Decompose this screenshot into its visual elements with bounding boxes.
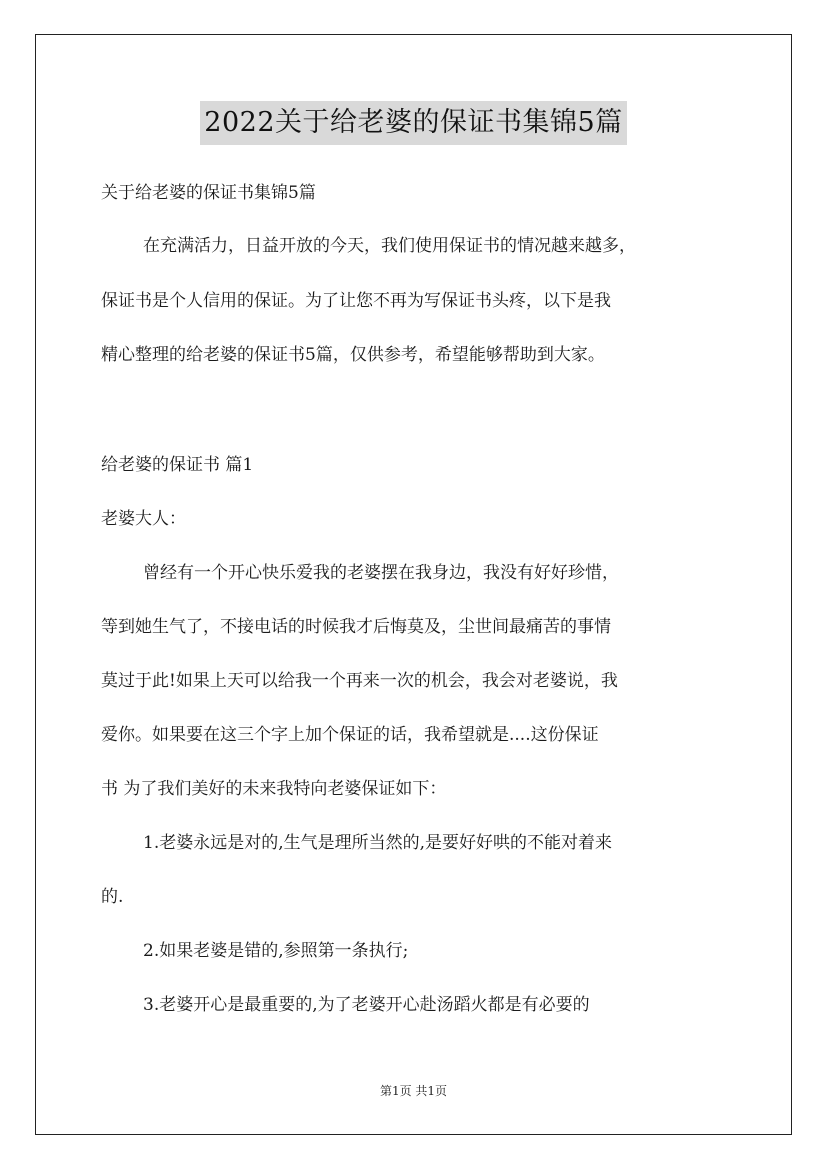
section-heading: 给老婆的保证书 篇1 bbox=[101, 455, 254, 475]
document-title: 2022关于给老婆的保证书集锦5篇 bbox=[200, 101, 626, 145]
body-line-3: 莫过于此!如果上天可以给我一个再来一次的机会，我会对老婆说，我 bbox=[101, 671, 618, 691]
salutation: 老婆大人： bbox=[101, 509, 186, 529]
intro-line-2: 保证书是个人信用的保证。为了让您不再为写保证书头疼，以下是我 bbox=[101, 291, 611, 311]
body-line-1: 曾经有一个开心快乐爱我的老婆摆在我身边，我没有好好珍惜， bbox=[143, 563, 619, 583]
rule-1-line-1: 1.老婆永远是对的,生气是理所当然的,是要好好哄的不能对着来 bbox=[143, 833, 613, 853]
body-line-5: 书 为了我们美好的未来我特向老婆保证如下： bbox=[101, 779, 447, 799]
document-subtitle: 关于给老婆的保证书集锦5篇 bbox=[101, 183, 316, 203]
body-line-4: 爱你。如果要在这三个字上加个保证的话，我希望就是....这份保证 bbox=[101, 725, 599, 745]
rule-2: 2.如果老婆是错的,参照第一条执行; bbox=[143, 941, 409, 961]
title-container bbox=[0, 101, 827, 145]
page-footer: 第1页 共1页 bbox=[379, 1084, 448, 1098]
intro-line-1: 在充满活力，日益开放的今天，我们使用保证书的情况越来越多， bbox=[143, 236, 636, 256]
rule-3: 3.老婆开心是最重要的,为了老婆开心赴汤蹈火都是有必要的 bbox=[143, 995, 590, 1015]
rule-1-line-2: 的. bbox=[101, 887, 124, 907]
intro-line-3: 精心整理的给老婆的保证书5篇，仅供参考，希望能够帮助到大家。 bbox=[101, 345, 605, 365]
body-line-2: 等到她生气了，不接电话的时候我才后悔莫及，尘世间最痛苦的事情 bbox=[101, 617, 611, 637]
